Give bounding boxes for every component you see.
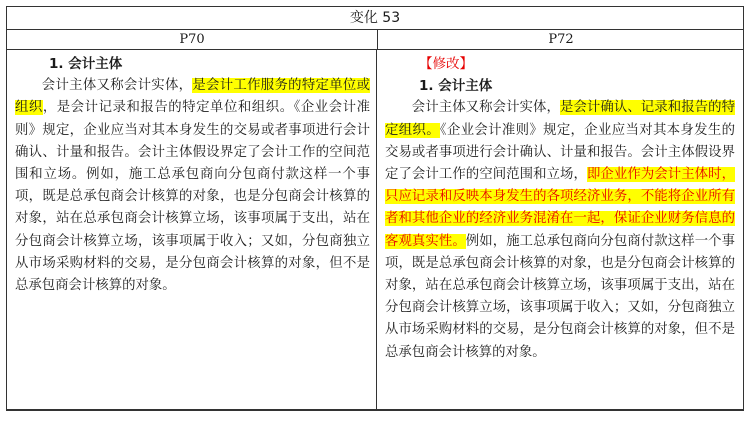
left-highlight-1: 是会计工作服务的特定单位或组织 — [15, 78, 370, 116]
right-highlight-1: 是会计确认、记录和报告的特定组织。 — [385, 100, 735, 138]
bottom-rule — [6, 409, 744, 412]
right-paragraph — [385, 97, 735, 363]
left-text-1: 会计主体又称会计实体， — [41, 78, 193, 94]
left-page-header: P70 — [7, 30, 378, 49]
right-column — [377, 50, 743, 410]
right-text-3: 例如，施工总承包商向分包商付款这样一个事项，既是总承包商会计核算的对象，也是分包商会计核算的对象，站在总承包商会计核算立场，该事项属于支出，站在分包商会计核算立场，该事项属于收入；又如，分包商独立从市场采购材料的交易，是分包商会计核算的对象，但不是总承包商会计核算的对象。 — [385, 233, 736, 360]
comparison-table — [6, 6, 744, 411]
left-column — [7, 50, 377, 410]
title-text: 变化 53 — [349, 10, 401, 26]
right-text-2: 《企业会计准则》规定，企业应当对其本身发生的交易或者事项进行会计确认、计量和报告。会计主体假设界定了会计工作的空间范围和立场， — [385, 122, 735, 183]
left-paragraph — [15, 75, 370, 297]
revision-note: 【修改】 — [419, 56, 473, 72]
right-page-header: P72 — [548, 32, 574, 47]
body-row — [7, 50, 743, 410]
right-highlight-2: 即企业作为会计主体时，只应记录和反映本身发生的各项经济业务，不能将企业所有者和其他企业的经济业务混淆在一起，保证企业财务信息的客观真实性。 — [385, 167, 736, 249]
table-title — [7, 7, 743, 30]
right-heading: 1. 会计主体 — [419, 78, 493, 95]
right-text-1: 会计主体又称会计实体， — [411, 100, 560, 116]
left-heading: 1. 会计主体 — [49, 56, 123, 72]
header-row — [7, 30, 743, 50]
left-text-2: ，是会计记录和报告的特定单位和组织。《企业会计准则》规定，企业应当对其本身发生的交易或者事项进行会计确认、计量和报告。会计主体假设界定了会计工作的空间范围和立场。例如，施工总承包商向分包商付款这样一个事项，既是总承包商会计核算的对象，也是分包商会计核算的对象，站在总承包商会计核算立场，该事项属于支出，站在分包商会计核算立场，该事项属于收入；又如，分包商独立从市场采购材料的交易，是分包商会计核算的对象，但不是总承包商会计核算的对象。 — [15, 100, 370, 294]
